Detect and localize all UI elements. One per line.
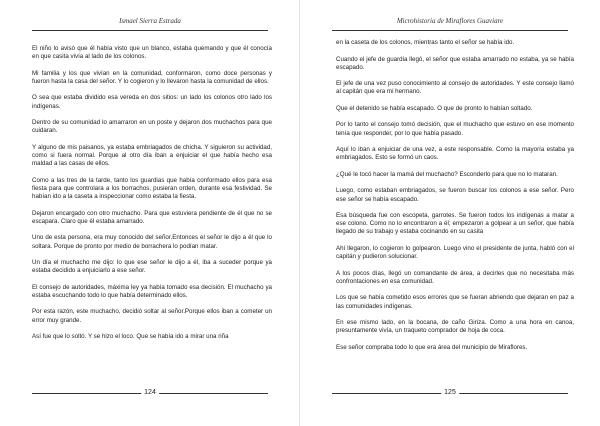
paragraph: Como a las tres de la tarde, tanto los guardias que había conformado ellos para esa fiesta para que controlara a los borrachos, pusieran orden, durante esa festividad. Se habían ido a la caseta a inspeccionar como estaba la fiesta. [32, 176, 272, 201]
paragraph: A los pocos días, llegó un comandante de área, a decirles que no necesitaba más confrontaciones en esa comunidad. [336, 269, 574, 285]
left-page-body [32, 45, 272, 350]
header-rule [32, 30, 268, 31]
paragraph: Cuando el jefe de guardia llegó, el señor que estaba amarrado no estaba, ya se había escapado. [336, 55, 574, 71]
running-header-title: Microhistoria de Miraflores Guaviare [396, 17, 504, 25]
paragraph: Aquí lo iban a enjuiciar de una vez, a este responsable. Como la mayoría estaba ya embriagados. Esto se formó un caos. [336, 146, 574, 162]
paragraph: Dejaron encargado con otro muchacho. Para que estuviera pendiente de él que no se escapara. Claro que él estaba amarrado. [32, 209, 272, 225]
paragraph: Uno de esta persona, era muy conocido del señor.Entonces el señor le dijo a él que lo soltara. Porque de pronto por medio de borrachera lo podían matar. [32, 234, 272, 250]
paragraph: Por lo tanto el consejo tomó decisión, que el muchacho que estuvo en ese momento tenía que responder, por lo que había pasado. [336, 121, 574, 137]
running-header-author: Ismael Sierra Estrada [119, 17, 181, 25]
paragraph: Por esta razón, este muchacho, decidió soltar al señor.Porque ellos iban a cometer un error muy grande. [32, 308, 272, 324]
paragraph: Mi familia y los que vivían en la comunidad, conformaron, como doce personas y fueron hasta la casa del señor. Y lo cogieron y lo llevaron hasta la comunidad de ellos. [32, 69, 272, 85]
right-page-body [336, 39, 574, 360]
paragraph: en la caseta de los colonos, mientras tanto el señor se había ido. [336, 39, 515, 46]
paragraph: El jefe de una vez puso conocimiento al consejo de autoridades. Y este consejo llamó al capitán que era mi hermano. [336, 80, 574, 96]
paragraph: Así fue que lo soltó. Y se hizo el loco. Que se había ido a mirar una riña [32, 333, 229, 341]
paragraph: En ese mismo lado, en la bocana, de caño Giriza. Como a una hora en canoa, presuntamente vivía, un traqueto comprador de hoja de coca. [336, 319, 574, 335]
paragraph: Que el detenido se había escapado. O que de pronto lo habían soltado. [336, 104, 533, 112]
paragraph: Ahí llegaron, lo cogieron lo golpearon. Luego vino el presidente de junta, habló con el capitán y pudieron solucionar. [336, 244, 574, 261]
page-number: 125 [441, 389, 459, 396]
paragraph: Los que se había cometido esos errores que se fueran abriendo que dejaran en paz a las comunidades indígenas. [336, 294, 574, 310]
paragraph: Luego, como estaban embriagados, se fueron buscar los colonos a ese señor. Pero ese señor se había escapado. [336, 187, 574, 203]
paragraph: Esa búsqueda fue con escopeta, garrotes. Se fueron todos los indígenas a matar a ese colono. Como no lo encontraron a él; empezaron a golpear a un señor, que había llegado de su trabajo y estaba cocinando en su casita [336, 212, 574, 236]
paragraph: Un día el muchacho me dijo: lo que ese señor le dijo a él, iba a suceder porque ya estaba decidido a enjuiciarlo a ese señor. [32, 259, 272, 275]
right-page [300, 0, 600, 426]
paragraph: El consejo de autoridades, máxima ley ya había tomado esa decisión. El muchacho ya estaba escuchando todo lo que había determinado ellos. [32, 283, 272, 299]
paragraph: Ese señor compraba todo lo que era área del municipio de Miraflores. [336, 343, 528, 351]
paragraph: O sea que estaba dividido esa vereda en dos sitios: un lado los colonos otro lado los indígenas. [32, 94, 272, 110]
paragraph: Dentro de su comunidad lo amarraron en un poste y dejaron dos muchachos para que cuidaran. [32, 119, 272, 135]
header-rule [332, 30, 568, 31]
paragraph: El niño lo avisó que él había visto que un blanco, estaba quemando y que él conocía en que casita vivía al lado de los colonos. [32, 45, 272, 61]
page-number: 124 [141, 389, 159, 396]
paragraph: Y alguno de mis paisanos, ya estaba embriagados de chicha. Y siguieron su actividad, como si fuera normal. Porque al otro día iban a enjuiciar el que había hecho esa maldad a las casas de ellos. [32, 143, 272, 168]
paragraph: ¿Qué le tocó hacer la mamá del muchacho? Esconderlo para que no lo mataran. [336, 170, 558, 178]
